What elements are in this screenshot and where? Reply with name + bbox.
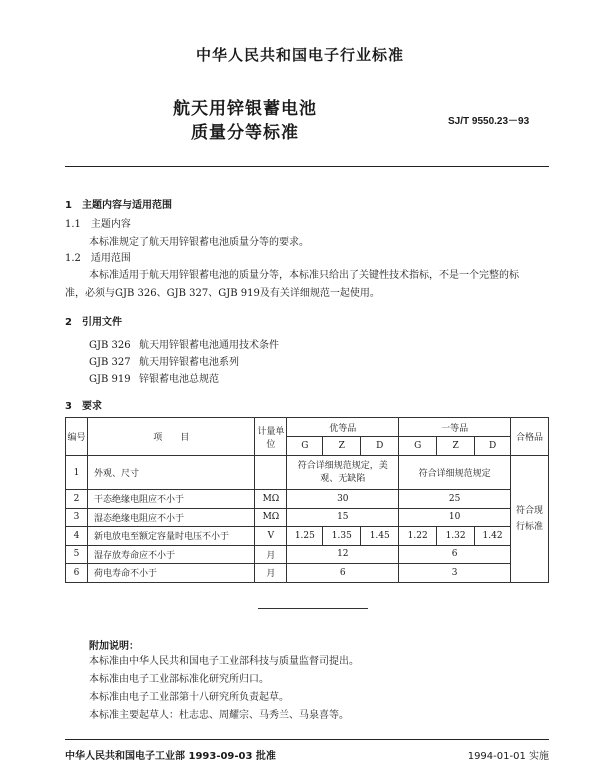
section1-2-text-line2: 准，必须与GJB 326、GJB 327、GJB 919及有关详细规范一起使用。 (65, 288, 380, 299)
row-no: 3 (66, 508, 88, 527)
notes-heading: 附加说明： (89, 641, 139, 652)
row-excellent-g: 1.25 (287, 527, 323, 546)
row-first-z: 1.32 (437, 527, 475, 546)
header-unit: 计量单位 (255, 418, 287, 456)
row-unit: 月 (255, 545, 287, 564)
reference-item (89, 353, 239, 368)
reference-title: 航天用锌银蓄电池通用技术条件 (139, 340, 279, 351)
section1-1-text: 本标准规定了航天用锌银蓄电池质量分等的要求。 (89, 237, 309, 248)
row-unit: 月 (255, 564, 287, 583)
row-no: 1 (66, 456, 88, 490)
reference-code: GJB 327 (89, 357, 131, 368)
row-unit (255, 456, 287, 490)
requirements-table (65, 417, 549, 583)
table-row (66, 456, 549, 490)
section3-heading: 3 要求 (65, 401, 102, 412)
doc-title-line1: 航天用锌银蓄电池 (173, 99, 317, 119)
subheader-g: G (287, 437, 323, 456)
standard-number: SJ/T 9550.23－93 (448, 116, 530, 127)
table-row (66, 564, 549, 583)
subheader-z: Z (323, 437, 361, 456)
row-excellent: 符合详细规范规定，美观、无缺陷 (287, 456, 399, 490)
row-excellent-z: 1.35 (323, 527, 361, 546)
row-first-g: 1.22 (399, 527, 437, 546)
header-item: 项 目 (87, 418, 255, 456)
note-line: 本标准由电子工业部标准化研究所归口。 (89, 674, 269, 685)
section1-heading: 1 主题内容与适用范围 (65, 200, 172, 211)
reference-title: 航天用锌银蓄电池系列 (139, 357, 239, 368)
row-unit: MΩ (255, 508, 287, 527)
note-line: 本标准由电子工业部第十八研究所负责起草。 (89, 692, 289, 703)
qualified-standard: 符合现行标准 (511, 456, 549, 583)
row-excellent-d: 1.45 (361, 527, 399, 546)
row-excellent: 30 (287, 490, 399, 509)
row-first-class: 25 (399, 490, 511, 509)
table-row (66, 490, 549, 509)
header-qualified: 合格品 (511, 418, 549, 456)
subheader-z: Z (437, 437, 475, 456)
row-item: 湿存放寿命应不小于 (87, 545, 255, 564)
reference-code: GJB 326 (89, 340, 131, 351)
org-title: 中华人民共和国电子行业标准 (195, 46, 404, 64)
header-divider (65, 166, 549, 167)
subheader-d: D (475, 437, 511, 456)
section1-1-heading: 1.1 主题内容 (65, 219, 131, 230)
table-row (66, 545, 549, 564)
row-item: 干态绝缘电阻应不小于 (87, 490, 255, 509)
reference-item (89, 370, 219, 385)
approval-text: 中华人民共和国电子工业部 1993-09-03 批准 (65, 751, 276, 762)
row-first-class: 6 (399, 545, 511, 564)
row-first-d: 1.42 (475, 527, 511, 546)
implementation-date: 1994-01-01 实施 (467, 751, 549, 762)
row-no: 4 (66, 527, 88, 546)
table-row (66, 527, 549, 546)
row-first-class: 符合详细规范规定 (399, 456, 511, 490)
row-first-class: 3 (399, 564, 511, 583)
row-no: 2 (66, 490, 88, 509)
section1-2-heading: 1.2 适用范围 (65, 253, 131, 264)
reference-code: GJB 919 (89, 374, 131, 385)
note-line: 本标准主要起草人：杜志忠、周耀宗、马秀兰、马泉喜等。 (89, 710, 349, 721)
section1-2-text-line1: 本标准适用于航天用锌银蓄电池的质量分等，本标准只给出了关键性技术指标，不是一个完整的标 (89, 270, 519, 281)
section2-heading: 2 引用文件 (65, 317, 122, 328)
row-unit: MΩ (255, 490, 287, 509)
reference-title: 锌银蓄电池总规范 (139, 374, 219, 385)
row-no: 6 (66, 564, 88, 583)
row-item: 外观、尺寸 (87, 456, 255, 490)
note-line: 本标准由中华人民共和国电子工业部科技与质量监督司提出。 (89, 656, 359, 667)
subheader-d: D (361, 437, 399, 456)
end-rule (258, 608, 368, 609)
row-excellent: 6 (287, 564, 399, 583)
row-item: 湿态绝缘电阻应不小于 (87, 508, 255, 527)
reference-item (89, 336, 279, 351)
header-excellent: 优等品 (287, 418, 399, 437)
header-no: 编号 (66, 418, 88, 456)
row-excellent: 12 (287, 545, 399, 564)
row-no: 5 (66, 545, 88, 564)
row-excellent: 15 (287, 508, 399, 527)
doc-title-line2: 质量分等标准 (191, 123, 299, 143)
row-unit: V (255, 527, 287, 546)
footer-divider (65, 739, 549, 740)
row-item: 新电放电至额定容量时电压不小于 (87, 527, 255, 546)
row-item: 荷电寿命不小于 (87, 564, 255, 583)
table-row (66, 508, 549, 527)
table-header-row (66, 418, 549, 437)
subheader-g: G (399, 437, 437, 456)
row-first-class: 10 (399, 508, 511, 527)
header-first-class: 一等品 (399, 418, 511, 437)
